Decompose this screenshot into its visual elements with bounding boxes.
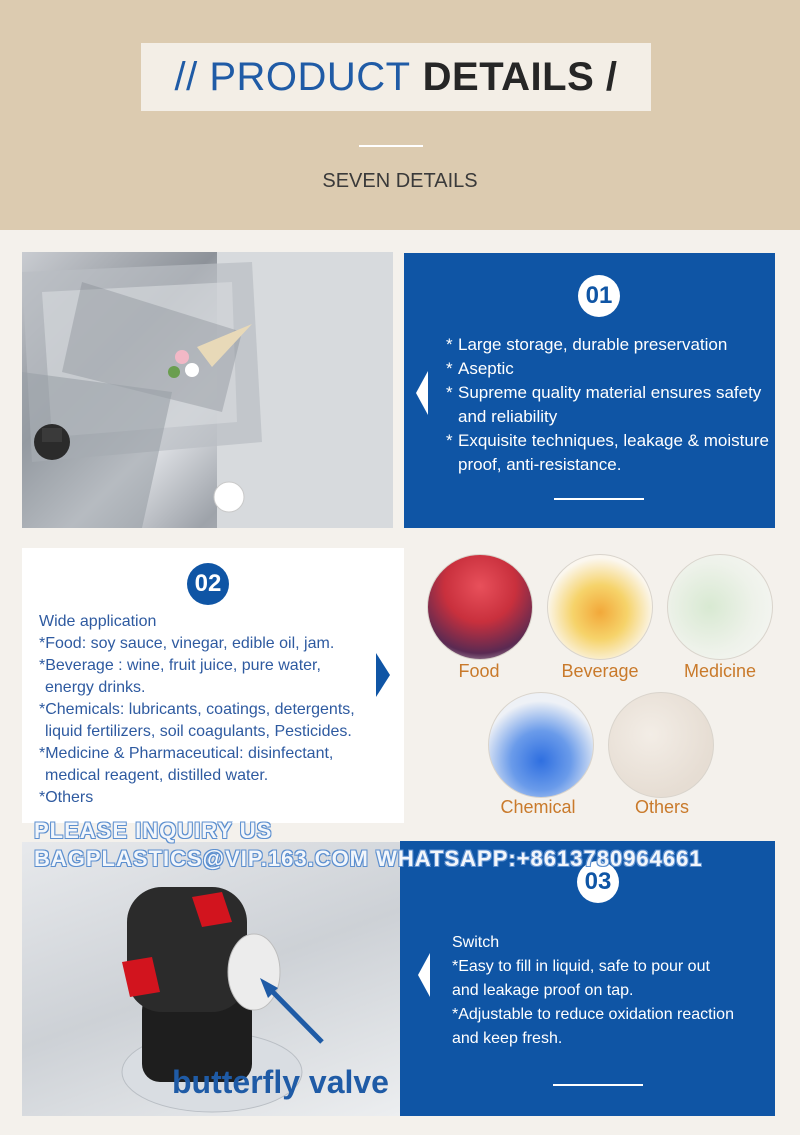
detail-number-02: 02 xyxy=(187,563,229,605)
application-list xyxy=(39,611,399,809)
application-line: *Medicine & Pharmaceutical: disinfectant, xyxy=(39,745,334,762)
page-title xyxy=(141,43,651,111)
category-label-beverage: Beverage xyxy=(561,661,639,681)
medicine-image xyxy=(667,554,773,660)
arrow-left-icon xyxy=(418,953,430,997)
chemical-image xyxy=(488,692,594,798)
arrow-right-icon xyxy=(376,653,390,697)
application-line: *Food: soy sauce, vinegar, edible oil, jam. xyxy=(39,635,335,652)
application-line: *Chemicals: lubricants, coatings, detergents, xyxy=(39,701,355,718)
food-image xyxy=(427,554,533,660)
watermark-contact: BAGPLASTICS@VIP.163.COM WHATSAPP:+8613780964661 xyxy=(34,846,703,871)
switch-line: *Easy to fill in liquid, safe to pour out xyxy=(452,958,710,975)
application-line: *Others xyxy=(39,789,94,806)
detail-panel-02 xyxy=(22,548,404,823)
category-label-medicine: Medicine xyxy=(683,661,757,681)
category-label-others: Others xyxy=(634,797,690,817)
title-box xyxy=(141,43,651,111)
detail1-list xyxy=(446,333,772,477)
application-line: energy drinks. xyxy=(45,679,146,696)
detail1-item: * Large storage, durable preservation xyxy=(446,333,772,357)
application-line: liquid fertilizers, soil coagulants, Pesticides. xyxy=(45,723,352,740)
foil-bag-photo xyxy=(22,252,393,528)
switch-description xyxy=(452,931,770,1051)
detail1-item: * Aseptic xyxy=(446,357,772,381)
detail-number-03: 03 xyxy=(577,861,619,903)
title-divider xyxy=(359,145,423,147)
switch-line: and keep fresh. xyxy=(452,1030,563,1047)
switch-heading: Switch xyxy=(452,934,500,951)
detail1-item: * Supreme quality material ensures safety and reliability xyxy=(446,381,772,429)
detail1-item: * Exquisite techniques, leakage & moisture proof, anti-resistance. xyxy=(446,429,772,477)
arrow-left-icon xyxy=(416,371,428,415)
page-subtitle: SEVEN DETAILS xyxy=(322,170,478,192)
application-line: *Beverage : wine, fruit juice, pure water, xyxy=(39,657,321,674)
detail-panel-01 xyxy=(404,253,775,528)
detail-number-01: 01 xyxy=(578,275,620,317)
title-bold: DETAILS / xyxy=(422,54,618,99)
butterfly-valve-label: butterfly valve xyxy=(172,1064,389,1100)
application-heading: Wide application xyxy=(39,613,157,630)
title-light: // PRODUCT xyxy=(174,54,411,99)
watermark-inquiry: PLEASE INQUIRY US xyxy=(34,818,273,843)
application-line: medical reagent, distilled water. xyxy=(45,767,269,784)
detail-panel-03 xyxy=(400,841,775,1116)
panel-divider xyxy=(554,498,644,500)
category-label-chemical: Chemical xyxy=(500,797,576,817)
header-banner xyxy=(0,0,800,230)
others-image xyxy=(608,692,714,798)
beverage-image xyxy=(547,554,653,660)
switch-line: and leakage proof on tap. xyxy=(452,982,634,999)
switch-line: *Adjustable to reduce oxidation reaction xyxy=(452,1006,734,1023)
category-label-food: Food xyxy=(458,661,500,681)
foil-bag-illustration xyxy=(22,252,393,528)
panel-divider xyxy=(553,1084,643,1086)
